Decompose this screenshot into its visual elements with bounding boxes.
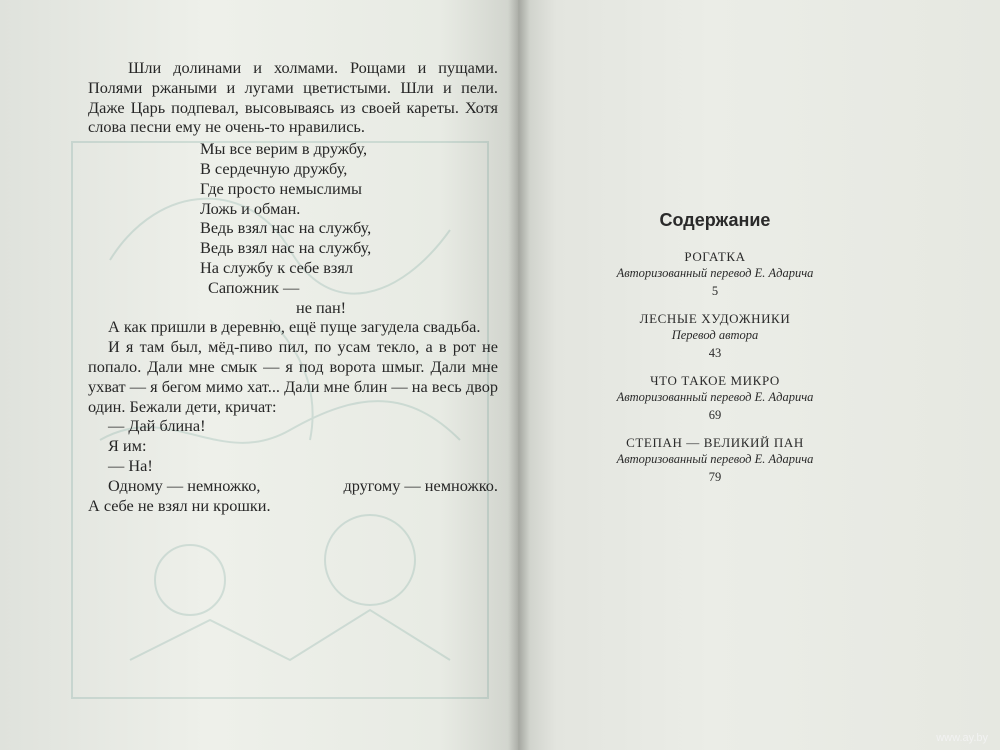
toc-entry-page: 69 (708, 408, 722, 422)
split-line (88, 476, 498, 496)
paragraph: Шли долинами и холмами. Рощами и пущами. Полями ржаными и лугами цветистыми. Шли и пели. Даже Царь подпевал, высовываясь из своей кареты. Хотя слова песни ему не очень-то нравились. (88, 58, 498, 137)
verse-line: Ведь взял нас на службу, (200, 218, 372, 238)
toc-entry-page: 43 (708, 346, 722, 360)
toc-entry-title: ЧТО ТАКОЕ МИКРО (650, 373, 780, 388)
book-spine (508, 0, 530, 750)
toc-entry-subtitle: Авторизованный перевод Е. Адарича (616, 452, 814, 466)
line-left: Одному — немножко, (108, 475, 261, 495)
toc-entry-title: ЛЕСНЫЕ ХУДОЖНИКИ (639, 311, 791, 326)
verse-line: не пан! (296, 297, 347, 317)
verse-line: Сапожник — (208, 277, 300, 297)
verse-line: Где просто немыслимы (200, 178, 362, 198)
story-text (88, 58, 498, 515)
line-right: другому — немножко. (343, 475, 498, 495)
verse-line: Ведь взял нас на службу, (200, 238, 372, 258)
toc-entry (575, 435, 855, 485)
toc-entry-title: СТЕПАН — ВЕЛИКИЙ ПАН (626, 435, 804, 450)
toc-entry-page: 79 (708, 470, 722, 484)
table-of-contents (575, 210, 855, 497)
final-line: А себе не взял ни крошки. (88, 495, 271, 515)
toc-entry-title: РОГАТКА (684, 249, 746, 264)
verse-line: Ложь и обман. (200, 198, 301, 218)
toc-title: Содержание (659, 210, 771, 230)
verse-line: В сердечную дружбу, (200, 158, 348, 178)
toc-entry-page: 5 (711, 284, 719, 298)
paragraph: А как пришли в деревню, ещё пуще загудела свадьба. (108, 317, 481, 337)
toc-entry-subtitle: Авторизованный перевод Е. Адарича (616, 266, 814, 280)
paragraph: И я там был, мёд-пиво пил, по усам текло, а в рот не попало. Дали мне смык — я под ворота шмыг. Дали мне ухват — я бегом мимо хат... Дали мне блин — на весь двор один. Бежали дети, кричат: (88, 337, 498, 416)
toc-entry-subtitle: Авторизованный перевод Е. Адарича (616, 390, 814, 404)
verse-line: На службу к себе взял (200, 257, 353, 277)
song-verse (200, 139, 498, 317)
dialog-line: — На! (108, 455, 153, 475)
toc-entry (575, 249, 855, 299)
verse-line: Мы все верим в дружбу, (200, 139, 368, 159)
dialog-line: Я им: (108, 436, 147, 456)
toc-entry (575, 373, 855, 423)
toc-entry-subtitle: Перевод автора (671, 328, 759, 342)
toc-entry (575, 311, 855, 361)
watermark: www.ay.by (936, 732, 988, 744)
dialog-line: — Дай блина! (108, 416, 206, 436)
